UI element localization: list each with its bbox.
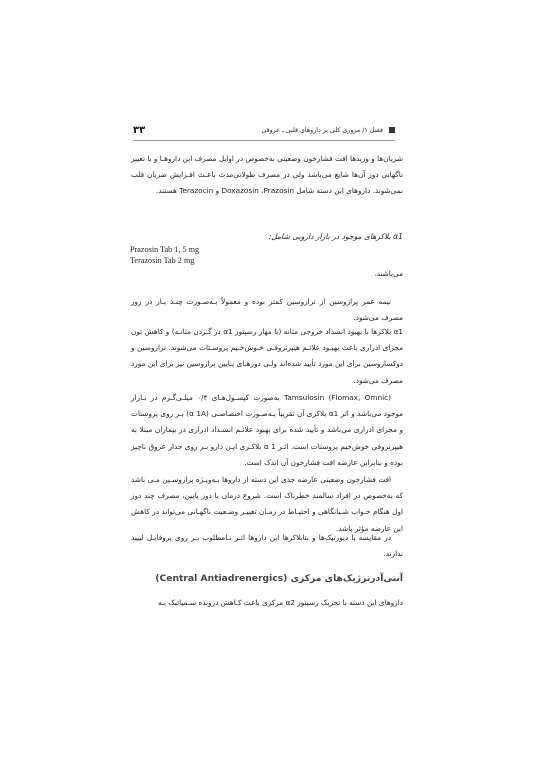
drug-list-item: Prazosin Tab 1, 5 mg (130, 245, 200, 254)
paragraph-6: افت فشارخون وضعیتی عارضه جدی این دسته از داروها بـه‌ویـژه پرازوسـین مـی باشد که به‌خصوص در افراد سالمند خطرناک است. شروع درمان با دوز پایین، مصرف چند دوز اول هنگام خـواب شـبانگاهی و احتیـاط در زمـان تغییـر وضـعیت ناگهـانی می‌تواند در کاهش این عارضه مؤثر باشد. (131, 475, 403, 533)
paragraph-1: شریان‌ها و وریدها افت فشارخون وضعیتی به‌خصوص در اوایل مصرف این داروهـا و با تغییر ناگهانی دوز آن‌ها شایع می‌باشد ولی در مصرف طولانی‌مدت باعـث افـزایش ضربان قلب نمی‌شوند. داروهای این دسته شامل Doxazosin ،Prazosin و Terazocin هستند. (131, 154, 403, 196)
paragraph-3: نیمه عمر پرازوسین از ترازوسین کمتر بوده و معمولاً بـه‌صـورت چنـد بـار در روز مصرف می‌شود. (131, 297, 403, 323)
paragraph-2: می‌باشند. (374, 269, 403, 278)
chapter-title: فصل ۱/ مروری کلی بر داروهای قلبی ـ عروقی (261, 126, 383, 134)
paragraph-4: α1 بلاکرها با بهبود انسداد خروجی مثانه (با مهار رسپتور α1 در گـردن مثانـه) و کاهش تون مجرای ادراری باعث بهبـود علائـم هیپرتروفـی خـوش‌خـیم پروسـتات می‌شوند. ترازوسین و دوکسازوسین برای این مورد تأیید شده‌اند ولـی دوزهـای پـایین پرازوسین نیز برای این مورد مصرف می‌شود. (131, 327, 403, 385)
paragraph-8: داروهای این دسته با تحریک رسپتور α2 مرکزی باعث کـاهش درونده سـمپاتیک بـه (157, 598, 403, 607)
drug-list-intro: α1 بلاکرهای موجود در بازار دارویی شامل: (268, 232, 403, 241)
drug-list-item: Terazosin Tab 2 mg (130, 255, 195, 265)
paragraph-5: Tamsulosin (Flomax, Omnic) به‌صورت کپسـول‌هـای ۰/۴ میلـی‌گـرم در بـازار موجود می‌باشد و اثر α1 بلاکری آن تقریباً بـه‌صـورت اختصاصـی (α 1A) بـر روی پروستات و مجرای ادراری می‌باشد و تأیید شده برای بهبود علائـم انسـداد ادراری در بیماران مبتلا به هیپرتروفی خوش‌خیم پروستات است. اثـر α 1 بلاکـری ایـن دارو بـر روی جدار عروق ناچیز بوده و بنابراین عارضه افت فشارخون آن اندک است. (131, 393, 404, 467)
page-number: ۳۳ (133, 124, 146, 136)
drug-list (130, 245, 330, 266)
square-bullet-icon (389, 127, 395, 133)
section-heading: آنتی‌آدرنرژیک‌های مرکزی (Central Antiadrenergics) (155, 573, 403, 584)
page-header (133, 122, 395, 141)
paragraph-7: در مقایسه با دیورتیک‌ها و بتابلاکرها این داروها اثـر نـامطلوب بـر روی پروفایـل لیپید ندارند. (131, 533, 403, 559)
